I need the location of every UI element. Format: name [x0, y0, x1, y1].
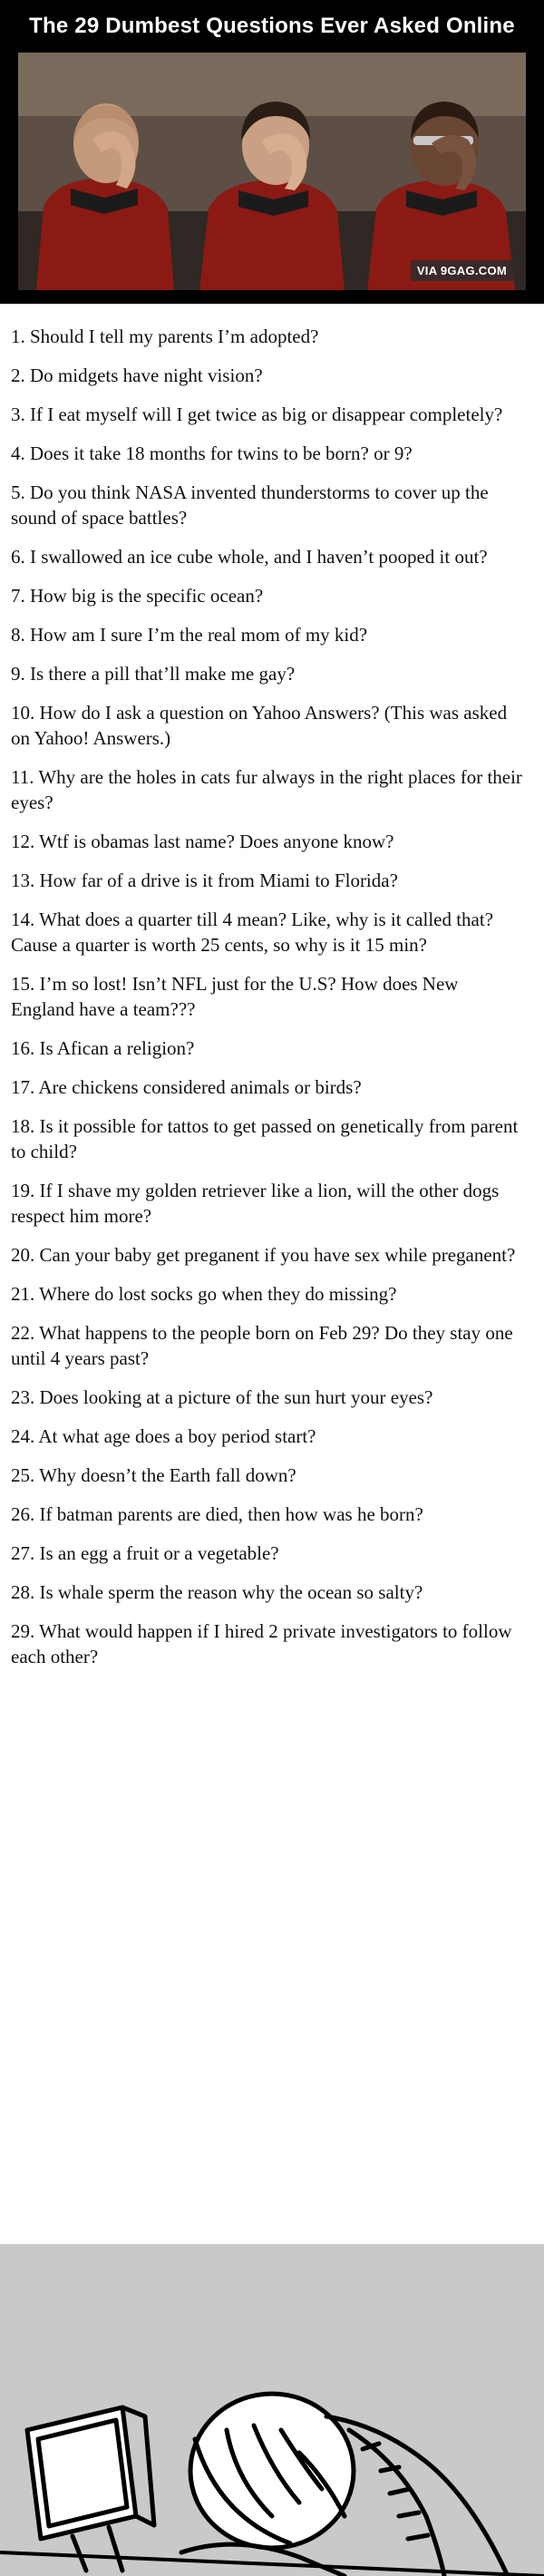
question-item	[11, 868, 526, 893]
question-number: 9 .	[11, 663, 30, 685]
question-number: 18 .	[11, 1115, 40, 1137]
question-number: 6 .	[11, 546, 30, 568]
question-text: What happens to the people born on Feb 29? Do they stay one until 4 years past?	[11, 1322, 513, 1369]
question-number: 13 .	[11, 870, 40, 891]
question-number: 3 .	[11, 403, 30, 425]
question-number: 19 .	[11, 1180, 40, 1201]
question-number: 24 .	[11, 1425, 38, 1447]
question-item	[11, 1242, 526, 1268]
question-text: Do midgets have night vision?	[30, 365, 263, 386]
facepalm-rage-comic-image	[0, 2244, 544, 2576]
question-number: 17 .	[11, 1076, 38, 1098]
computer-monitor-icon	[27, 2407, 154, 2571]
question-text: How do I ask a question on Yahoo Answers? (This was asked on Yahoo! Answers.)	[11, 702, 508, 749]
question-number: 25 .	[11, 1464, 39, 1486]
question-text: Should I tell my parents I’m adopted?	[30, 326, 319, 347]
question-item	[11, 907, 526, 957]
question-number: 15 .	[11, 973, 40, 995]
question-number: 29 .	[11, 1620, 39, 1642]
question-text: I swallowed an ice cube whole, and I haven’t pooped it out?	[30, 546, 488, 568]
question-text: Does looking at a picture of the sun hurt your eyes?	[39, 1386, 433, 1408]
triple-facepalm-image	[18, 53, 526, 290]
question-item	[11, 1541, 526, 1566]
question-number: 1 .	[11, 326, 30, 347]
question-number: 28 .	[11, 1581, 40, 1603]
question-text: How far of a drive is it from Miami to Florida?	[39, 870, 398, 891]
question-number: 14 .	[11, 909, 39, 930]
question-number: 23 .	[11, 1386, 40, 1408]
question-text: How big is the specific ocean?	[30, 585, 264, 607]
question-number: 8 .	[11, 624, 30, 646]
question-item	[11, 402, 526, 427]
question-item	[11, 544, 526, 569]
question-text: Do you think NASA invented thunderstorms to cover up the sound of space battles?	[11, 481, 489, 529]
question-item	[11, 1385, 526, 1410]
source-watermark: VIA 9GAG.COM	[411, 260, 513, 281]
question-item	[11, 1320, 526, 1371]
question-text: I’m so lost! Isn’t NFL just for the U.S? How does New England have a team???	[11, 973, 459, 1020]
question-text: What would happen if I hired 2 private investigators to follow each other?	[11, 1620, 512, 1667]
question-number: 22 .	[11, 1322, 39, 1344]
question-item	[11, 480, 526, 530]
question-number: 2 .	[11, 365, 30, 386]
page-title: The 29 Dumbest Questions Ever Asked Online	[29, 14, 515, 38]
question-item	[11, 1619, 526, 1669]
question-item	[11, 700, 526, 751]
question-item	[11, 1281, 526, 1307]
question-number: 21 .	[11, 1283, 39, 1305]
question-item	[11, 1580, 526, 1605]
question-text: Is an egg a fruit or a vegetable?	[39, 1542, 279, 1564]
question-item	[11, 829, 526, 854]
question-text: Why are the holes in cats fur always in the right places for their eyes?	[11, 766, 522, 813]
question-text: Is it possible for tattos to get passed on genetically from parent to child?	[11, 1115, 519, 1162]
question-text: At what age does a boy period start?	[38, 1425, 316, 1447]
header-banner	[0, 0, 544, 304]
question-item	[11, 1178, 526, 1229]
facepalm-character-figure	[181, 2394, 508, 2576]
question-text: If batman parents are died, then how was he born?	[39, 1503, 423, 1525]
question-number: 20 .	[11, 1244, 40, 1266]
question-text: Is Afican a religion?	[39, 1037, 195, 1059]
question-item	[11, 583, 526, 608]
question-number: 4 .	[11, 442, 30, 464]
question-text: Wtf is obamas last name? Does anyone know?	[39, 831, 394, 852]
question-item	[11, 441, 526, 466]
question-number: 26 .	[11, 1503, 40, 1525]
question-number: 16 .	[11, 1037, 40, 1059]
question-text: Does it take 18 months for twins to be born? or 9?	[30, 442, 413, 464]
question-item	[11, 1035, 526, 1061]
question-text: If I shave my golden retriever like a lion, will the other dogs respect him more?	[11, 1180, 500, 1227]
question-text: Is whale sperm the reason why the ocean so salty?	[39, 1581, 423, 1603]
question-number: 10 .	[11, 702, 40, 724]
question-item	[11, 661, 526, 686]
question-item	[11, 1463, 526, 1488]
question-text: Are chickens considered animals or birds?	[38, 1076, 362, 1098]
question-text: If I eat myself will I get twice as big or disappear completely?	[30, 403, 503, 425]
question-item	[11, 363, 526, 388]
question-item	[11, 764, 526, 815]
question-item	[11, 1113, 526, 1164]
question-item	[11, 1074, 526, 1100]
question-number: 12 .	[11, 831, 39, 852]
question-item	[11, 1424, 526, 1449]
question-number: 27 .	[11, 1542, 40, 1564]
question-number: 7 .	[11, 585, 30, 607]
question-text: Is there a pill that’ll make me gay?	[30, 663, 296, 685]
question-item	[11, 971, 526, 1022]
triple-facepalm-image	[18, 53, 526, 290]
question-number: 11 .	[11, 766, 38, 788]
question-text: Why doesn’t the Earth fall down?	[39, 1464, 296, 1486]
question-text: Can your baby get preganent if you have sex while preganent?	[39, 1244, 516, 1266]
question-item	[11, 1502, 526, 1527]
facepalm-rage-comic-image	[0, 2244, 544, 2576]
question-item	[11, 622, 526, 647]
question-text: What does a quarter till 4 mean? Like, why is it called that? Cause a quarter is worth 25 cents, so why is it 15 min?	[11, 909, 494, 956]
question-number: 5 .	[11, 481, 30, 503]
question-list	[0, 304, 544, 2244]
question-text: How am I sure I’m the real mom of my kid?	[30, 624, 368, 646]
question-item	[11, 324, 526, 349]
question-text: Where do lost socks go when they do missing?	[39, 1283, 397, 1305]
